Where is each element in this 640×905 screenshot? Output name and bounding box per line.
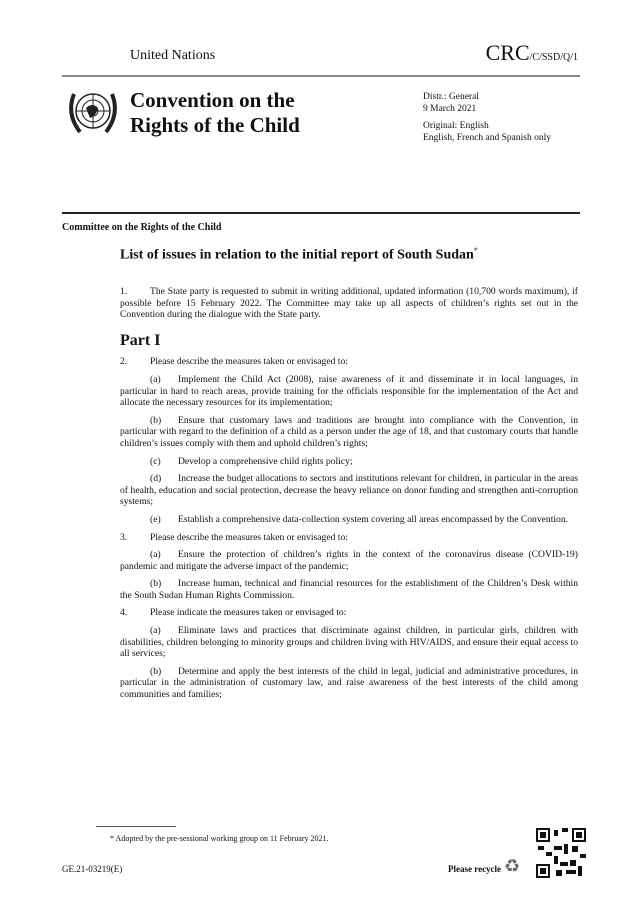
original-language: Original: English [423,121,489,131]
title-line: Convention on the [130,88,295,112]
item-label: (a) [150,373,161,385]
item-text: Increase the budget allocations to sectors and institutions relevant for children, in particular in the areas of health, education and social protection, decrease the heavy reliance on donor funding and strengthen anti-corruption systems; [120,473,578,508]
para-text: The State party is requested to submit in writing additional, updated information (10,700 words maximum), if possible before 15 February 2022. The Committee may take up all aspects of children’s rights set out in the Convention during the dialogue with the State party. [120,286,578,321]
para-number: 3. [120,531,128,543]
para-number: 4. [120,607,128,619]
item-text: Establish a comprehensive data-collection system covering all areas encompassed by the Convention. [178,513,569,525]
item-2e [120,514,578,526]
date: 9 March 2021 [423,103,477,114]
para-text: Please describe the measures taken or envisaged to: [150,531,348,543]
paragraph-3 [120,532,578,544]
footnote: * Adopted by the pre-sessional working group on 11 February 2021. [110,834,329,843]
item-label: (a) [150,625,161,637]
para-text: Please describe the measures taken or envisaged to: [150,356,348,368]
paragraph-2 [120,356,578,368]
languages: English, French and Spanish only [423,132,551,143]
section-rule [62,212,580,214]
item-text: Eliminate laws and practices that discriminate against children, in particular girls, children with disabilities, children belonging to minority groups and children living with HIV/AIDS, and ensure their equal access to all services; [120,625,578,660]
part-heading: Part I [120,331,161,349]
para-text: Please indicate the measures taken or envisaged to: [150,607,347,619]
item-text: Determine and apply the best interests of the child in legal, judicial and administrative procedures, in particular in the administration of customary law, and raise awareness of the best interests of the child among communities and families; [120,665,578,701]
item-label: (b) [150,665,162,677]
document-symbol [486,40,578,66]
recycle-text: Please recycle [448,864,502,874]
item-4a [120,625,578,660]
item-label: (b) [150,578,162,590]
document-title [120,246,478,264]
item-label: (a) [150,549,161,561]
footnote-mark: * [473,246,478,255]
item-4b [120,666,578,701]
item-2d [120,473,578,508]
paragraph-4 [120,607,578,619]
title-text: List of issues in relation to the initial report of South Sudan [120,247,474,263]
document-body [120,286,578,707]
item-label: (c) [150,455,161,467]
item-label: (d) [150,473,162,485]
header-rule [62,75,580,77]
item-text: Develop a comprehensive child rights policy; [178,455,353,467]
para-number: 2. [120,356,128,368]
symbol-sub: /C/SSD/Q/1 [529,52,578,63]
item-2b [120,415,578,450]
item-text: Increase human, technical and financial resources for the establishment of the Children’s Desk within the South Sudan Human Rights Commission. [120,578,578,601]
footnote-rule [96,826,176,827]
distribution-info [423,92,551,150]
qr-code-icon [536,828,586,878]
symbol-main: CRC [485,40,530,65]
body-title [130,88,300,138]
item-3b [120,578,578,601]
item-text: Ensure that customary laws and traditions are brought into compliance with the Convention, in particular with regard to the definition of a child as a person under the age of 18, and that customary courts that handle children’s issues comply with them and uphold children’s rights; [120,414,578,449]
item-2a [120,374,578,409]
distr: Distr.: General [423,92,479,102]
paragraph-1 [120,286,578,321]
item-label: (e) [150,513,161,525]
item-2c [120,456,578,468]
job-number: GE.21-03219(E) [62,864,123,874]
title-line: Rights of the Child [130,113,300,137]
org-name: United Nations [130,48,216,63]
committee-name: Committee on the Rights of the Child [62,222,222,233]
item-text: Ensure the protection of children’s rights in the context of the coronavirus disease (COVID-19) pandemic and mitigate the adverse impact of the pandemic; [120,549,578,572]
un-emblem-icon [66,84,120,142]
item-label: (b) [150,414,162,426]
item-3a [120,549,578,572]
recycle-icon: ♻ [504,856,521,876]
para-number: 1. [120,286,128,297]
item-text: Implement the Child Act (2008), raise awareness of it and disseminate it in local languages, in particular in hard to reach areas, provide training for the officials responsible for the implementation of the Act and allocate the necessary resources for its implementation; [120,373,578,409]
